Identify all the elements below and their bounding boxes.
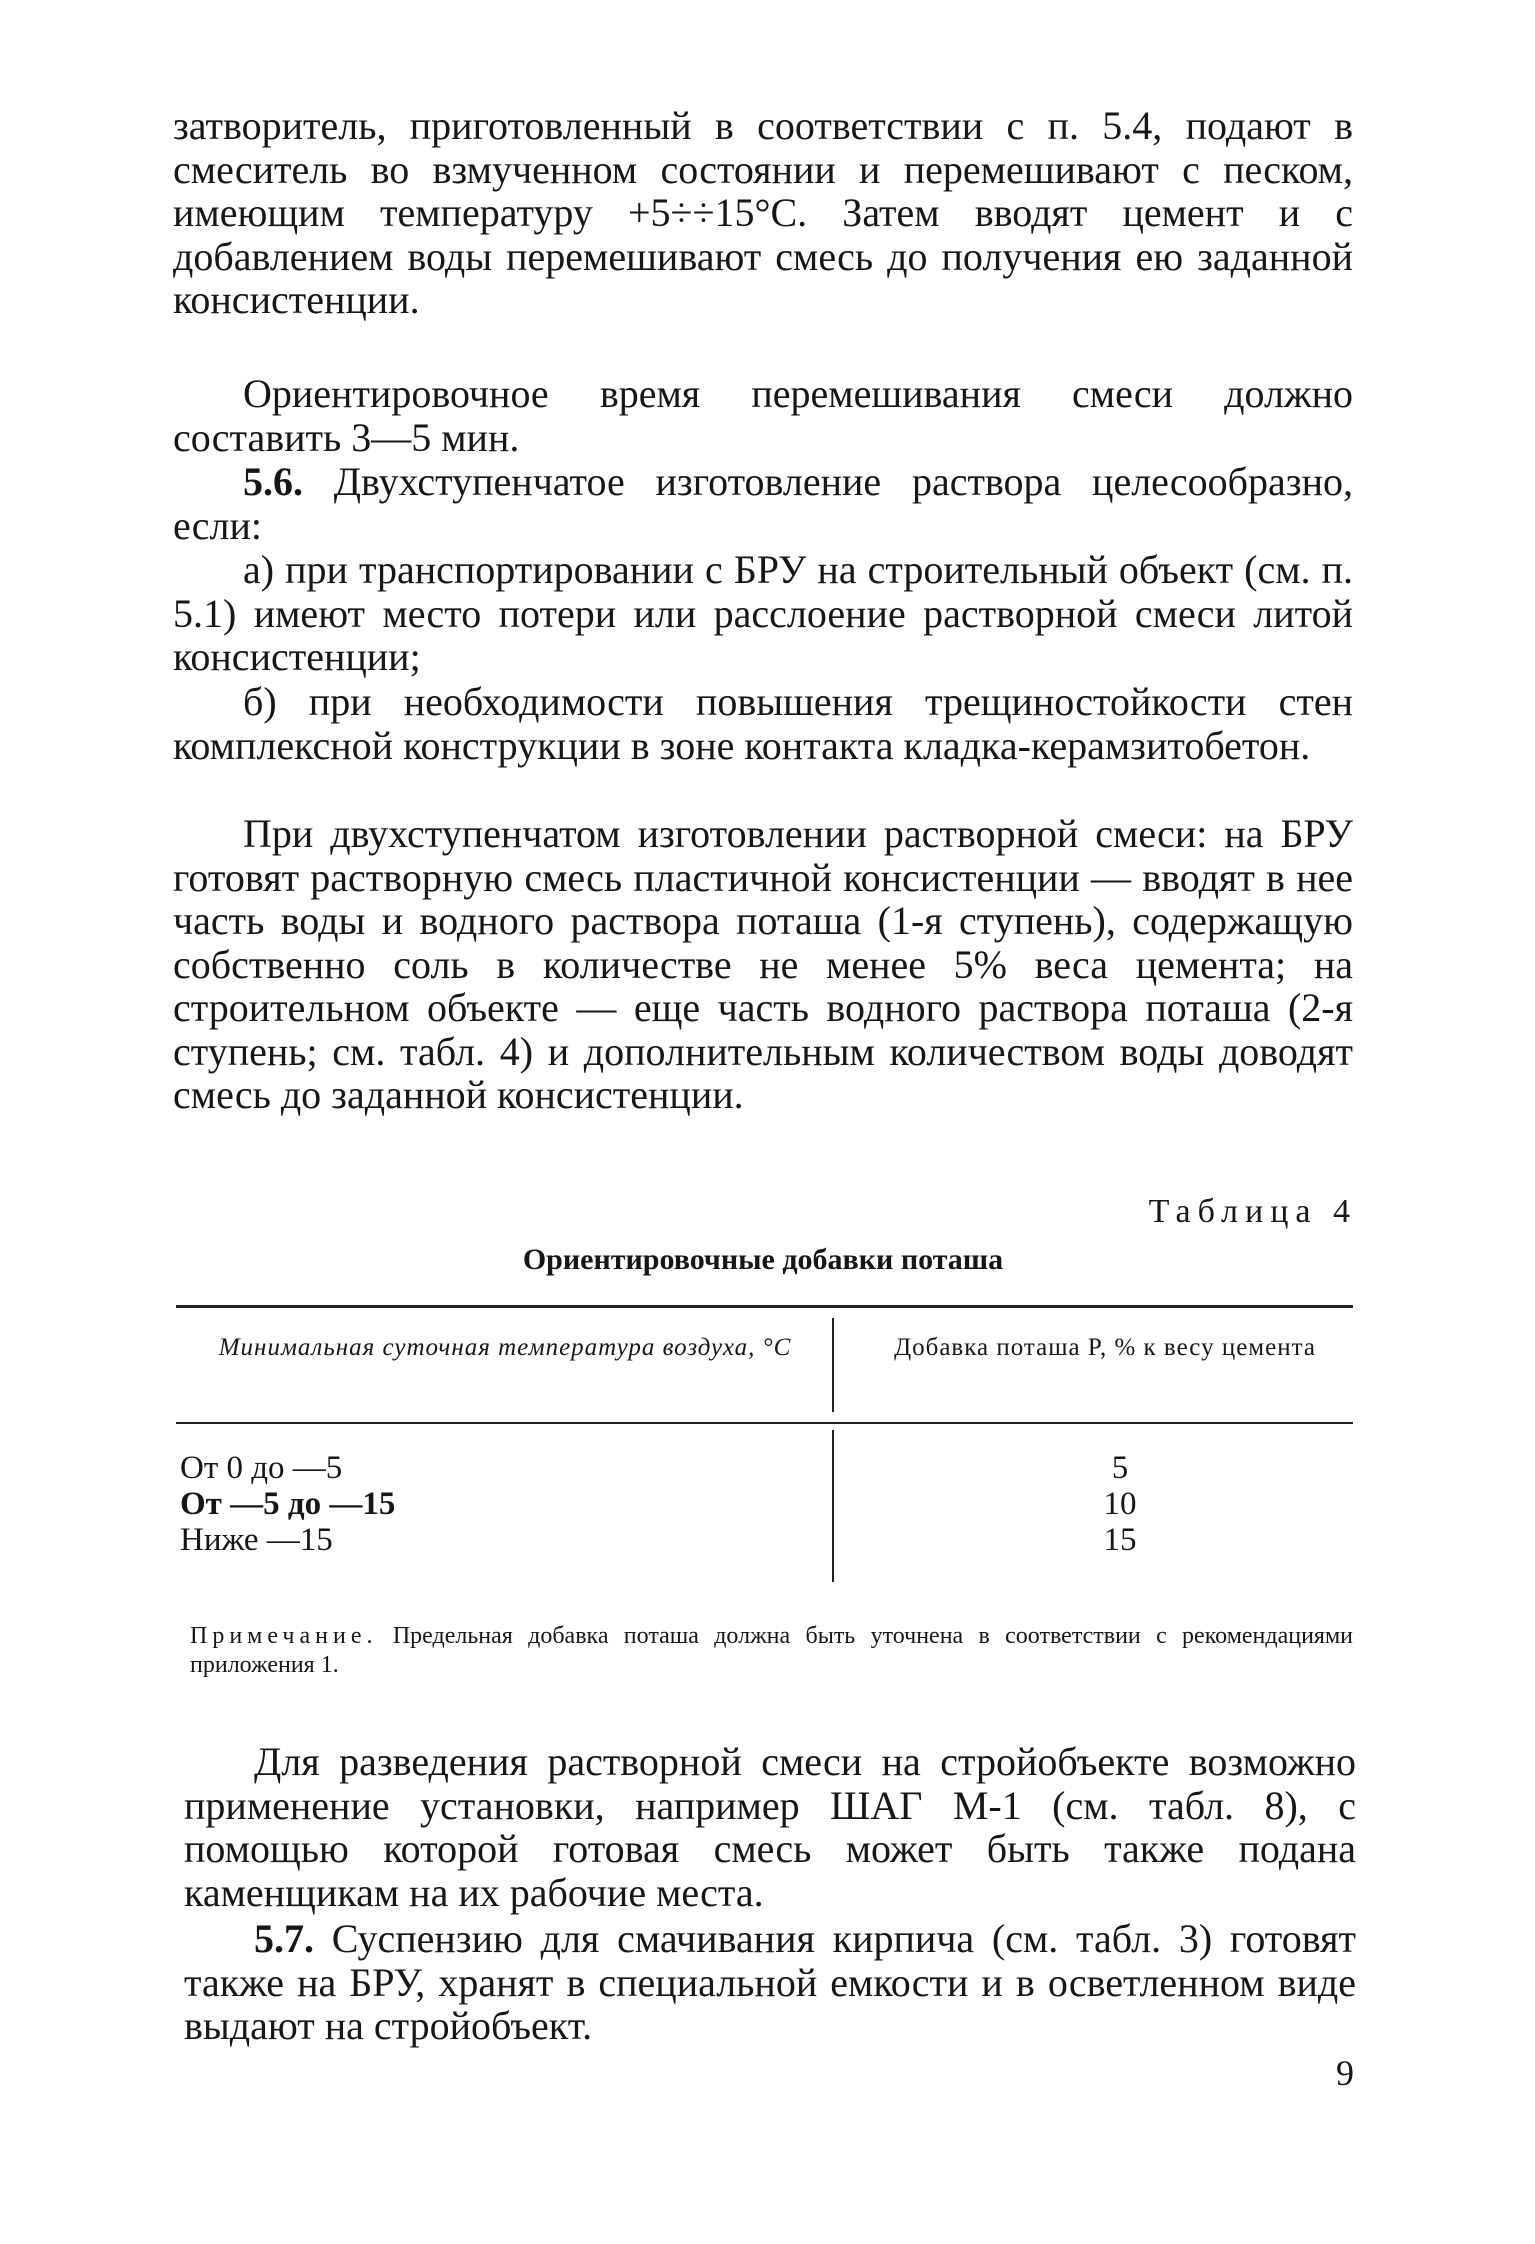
paragraph-continued: затворитель, приготовленный в соответствии с п. 5.4, подают в смеситель во взмученном состоянии и перемешивают с песком, имеющим температуру +5÷÷15°С. Затем вводят цемент и с добавлением воды перемешивают смесь до получения ею заданной консистенции. (173, 103, 1353, 322)
section-5-6-text: Двухступенчатое изготовление раствора целесообразно, если: (173, 459, 1353, 548)
table-cell-additive: 15 (1103, 1522, 1137, 1558)
section-5-7-number: 5.7. (254, 1916, 314, 1961)
table-label: Таблица 4 (1148, 1193, 1357, 1230)
table-cell-temperature: Ниже —15 (180, 1522, 333, 1558)
table-note (190, 1622, 1353, 1680)
table-column-additive (1070, 1450, 1170, 1558)
section-5-6-number: 5.6. (243, 459, 303, 504)
table-note-label: Примечание. (190, 1623, 378, 1649)
paragraph-mixing-time: Ориентировочное время перемешивания смеси должно составить 3—5 мин. (173, 371, 1353, 460)
table-title: Ориентировочные добавки поташа (522, 1243, 1004, 1276)
section-5-7-text: Суспензию для смачивания кирпича (см. табл. 3) готовят также на БРУ, хранят в специальной емкости и в осветленном виде выдают на стройобъект. (184, 1916, 1356, 2048)
table-cell-temperature: От 0 до —5 (180, 1450, 343, 1486)
page-number: 9 (1336, 2053, 1354, 2093)
section-5-6 (173, 460, 1353, 547)
table-note-text: Предельная добавка поташа должна быть уточнена в соответствии с рекомендациями приложения 1. (190, 1623, 1353, 1678)
list-item-b: б) при необходимости повышения трещиностойкости стен комплексной конструкции в зоне контакта кладка-керамзитобетон. (173, 679, 1353, 768)
section-5-7 (184, 1917, 1356, 2048)
table-body-divider (832, 1430, 834, 1582)
table-cell-additive: 5 (1111, 1450, 1129, 1486)
table-header-temperature: Минимальная суточная температура воздуха, °С (218, 1334, 792, 1361)
table-cell-additive: 10 (1103, 1486, 1137, 1522)
table-cell-temperature: От —5 до —15 (180, 1486, 396, 1522)
paragraph-two-stage: При двухступенчатом изготовлении растворной смеси: на БРУ готовят растворную смесь пластичной консистенции — вводят в нее часть воды и водного раствора поташа (1-я ступень), содержащую собственно соль в количестве не менее 5% веса цемента; на строительном объекте — еще часть водного раствора поташа (2-я ступень; см. табл. 4) и дополнительным количеством воды доводят смесь до заданной консистенции. (173, 811, 1353, 1117)
table-header-rule (176, 1422, 1353, 1424)
paragraph-dilution: Для разведения растворной смеси на стройобъекте возможно применение установки, например ШАГ М-1 (см. табл. 8), с помощью которой готовая смесь может быть также подана каменщикам на их рабочие места. (184, 1739, 1356, 1915)
table-column-temperature (180, 1450, 780, 1558)
list-item-a: а) при транспортировании с БРУ на строительный объект (см. п. 5.1) имеют место потери или расслоение растворной смеси литой консистенции; (173, 547, 1353, 679)
table-header-additive: Добавка поташа P, % к весу цемента (894, 1334, 1316, 1361)
table-top-rule (176, 1305, 1353, 1308)
table-header-divider (832, 1318, 834, 1412)
